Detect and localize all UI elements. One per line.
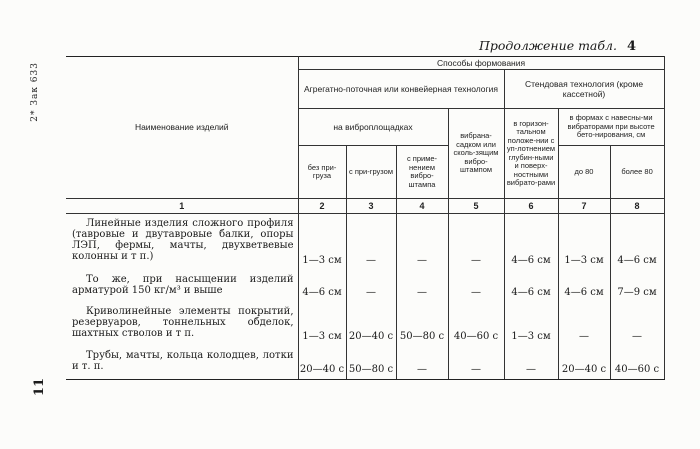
row-value: — (396, 270, 448, 302)
row-value: — (558, 302, 610, 346)
row-value: 1—3 см (298, 302, 346, 346)
column-number: 3 (346, 199, 396, 214)
row-value: 1—3 см (504, 302, 558, 346)
table-row (66, 214, 664, 270)
column-header-name: Наименование изделий (66, 57, 298, 199)
header-vibro-nasad: вибрана-садком или сколь-зящим вибро-штампом (448, 109, 504, 199)
row-value: 40—60 с (610, 346, 664, 380)
row-value: — (448, 346, 504, 380)
row-value: 4—6 см (298, 270, 346, 302)
column-number: 8 (610, 199, 664, 214)
row-value: 20—40 с (298, 346, 346, 380)
row-value: — (504, 346, 558, 380)
header-no-load: без при-груза (298, 146, 346, 199)
row-value: — (396, 346, 448, 380)
column-number: 1 (66, 199, 298, 214)
row-name: То же, при насыщении изделий арматурой 150 кг/м³ и выше (66, 270, 298, 302)
row-value: 4—6 см (610, 214, 664, 270)
row-value: 7—9 см (610, 270, 664, 302)
row-value: — (346, 214, 396, 270)
row-value: 1—3 см (298, 214, 346, 270)
row-value: 50—80 с (346, 346, 396, 380)
table-row (66, 302, 664, 346)
row-value: — (610, 302, 664, 346)
row-value: — (346, 270, 396, 302)
column-number: 6 (504, 199, 558, 214)
header-with-load: с при-грузом (346, 146, 396, 199)
column-number: 4 (396, 199, 448, 214)
row-value: 20—40 с (346, 302, 396, 346)
header-with-stamp: с приме-нением вибро-штампа (396, 146, 448, 199)
column-number: 2 (298, 199, 346, 214)
column-number: 7 (558, 199, 610, 214)
row-value: 40—60 с (448, 302, 504, 346)
header-aggregate: Агрегатно-поточная или конвейерная технология (298, 70, 504, 109)
row-value: — (448, 214, 504, 270)
row-name: Трубы, мачты, кольца колодцев, лотки и т. п. (66, 346, 298, 380)
header-horizontal: в горизон-тальном положе-нии с уп-лотнением глубин-ными и поверх-ностными вибрато-рами (504, 109, 558, 199)
continuation-label (479, 38, 636, 54)
continuation-text: Продолжение табл. (478, 38, 617, 53)
row-value: 20—40 с (558, 346, 610, 380)
row-value: 4—6 см (504, 270, 558, 302)
row-value: 4—6 см (558, 270, 610, 302)
row-value: — (448, 270, 504, 302)
row-value: 4—6 см (504, 214, 558, 270)
table-row (66, 270, 664, 302)
header-stand: Стендовая технология (кроме кассетной) (504, 70, 664, 109)
header-over-80: более 80 (610, 146, 664, 199)
header-methods: Способы формования (298, 57, 664, 70)
row-value: 1—3 см (558, 214, 610, 270)
header-vibro-platforms: на виброплощадках (298, 109, 448, 146)
page-number: 11 (32, 378, 47, 397)
table-number: 4 (626, 39, 636, 54)
row-value: 50—80 с (396, 302, 448, 346)
header-up-to-80: до 80 (558, 146, 610, 199)
margin-order-note: 2* Зак 633 (30, 62, 40, 122)
forming-methods-table (66, 56, 665, 380)
column-number: 5 (448, 199, 504, 214)
row-name: Криволинейные элементы покрытий, резервуаров, тоннельных обделок, шахтных стволов и т п. (66, 302, 298, 346)
row-value: — (396, 214, 448, 270)
row-name: Линейные изделия сложного профиля (тавровые и двутавровые балки, опоры ЛЭП, фермы, мачты, двухветвевые колонны и т п.) (66, 214, 298, 270)
table-row (66, 346, 664, 380)
header-forms-attached: в формах с навесны-ми вибраторами при высоте бето-нирования, см (558, 109, 664, 146)
